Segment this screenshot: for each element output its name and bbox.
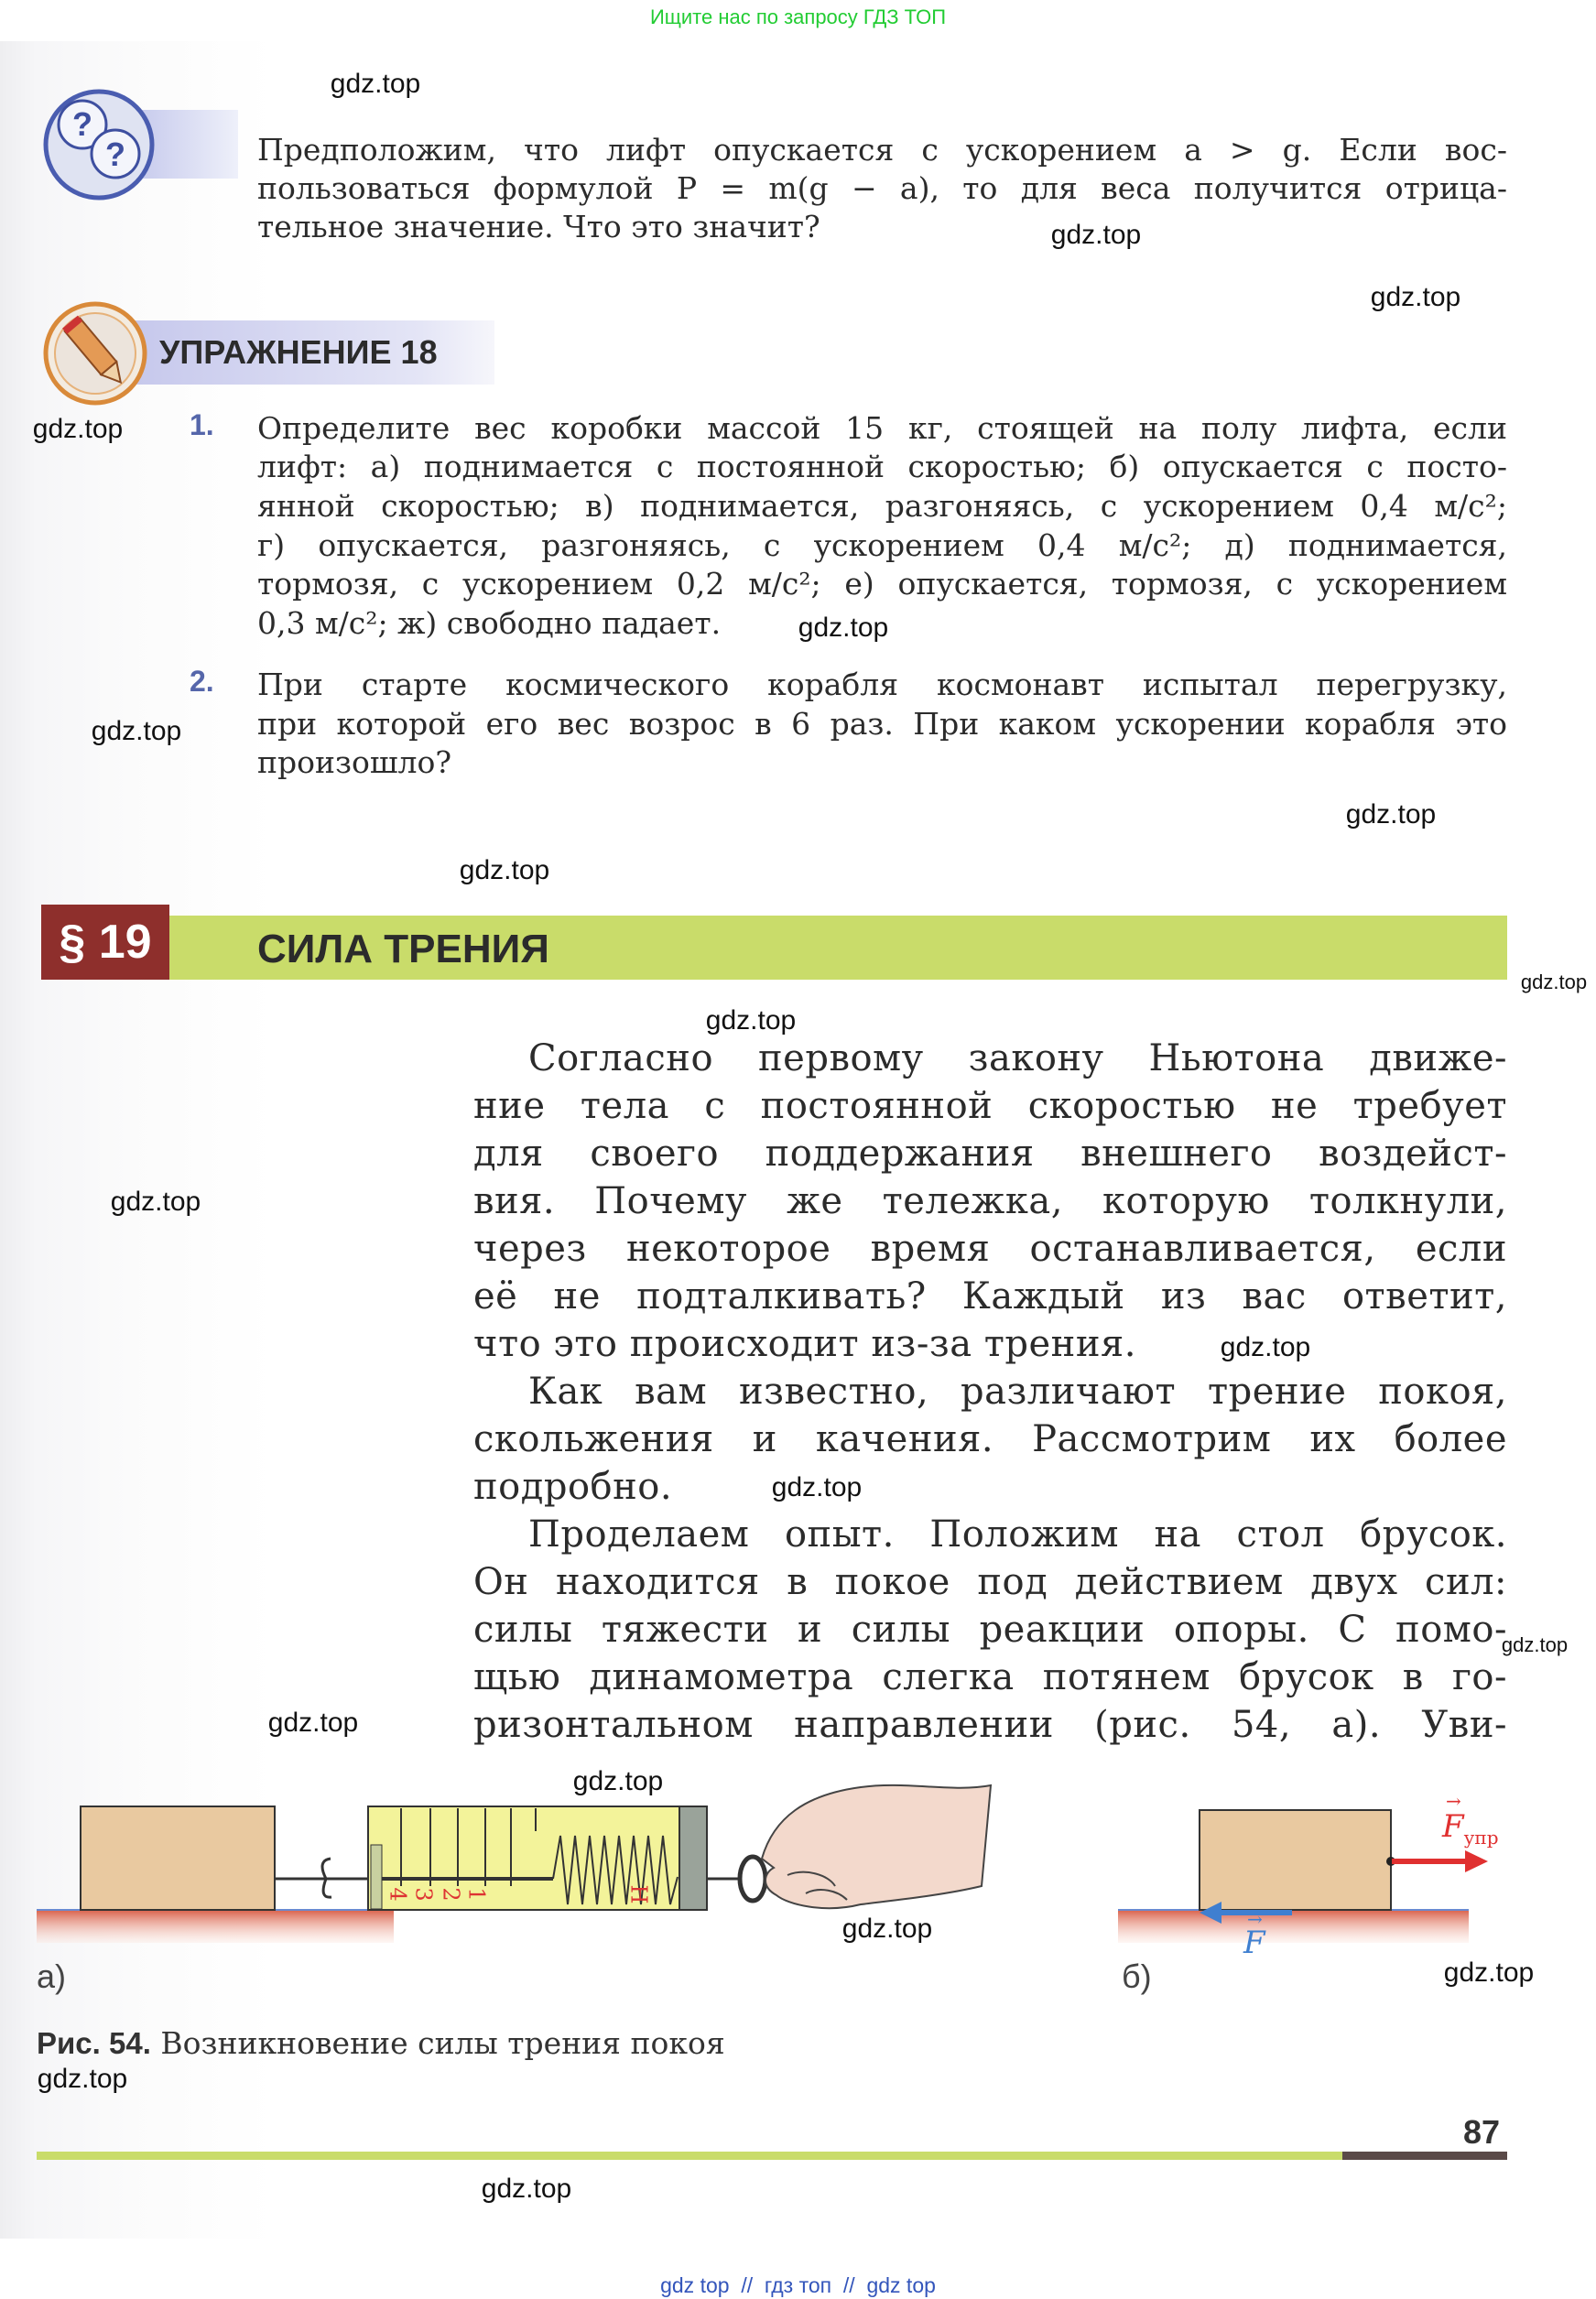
scale-unit: Н bbox=[625, 1884, 652, 1904]
scale-mark: 1 bbox=[463, 1887, 490, 1902]
force-symbol: F bbox=[1442, 1808, 1464, 1845]
figure-label-b: б) bbox=[1122, 1957, 1152, 1995]
page-number: 87 bbox=[1463, 2113, 1501, 2151]
body-text-line: вия. Почему же тележка, которую толкнули, bbox=[473, 1180, 1507, 1222]
scale-mark: 2 bbox=[438, 1887, 464, 1902]
scale-mark: 3 bbox=[410, 1887, 437, 1902]
body-text-line: скольжения и качения. Рассмотрим их более bbox=[473, 1418, 1507, 1460]
question-text-line: пользоваться формулой P = m(g − a), то для веса получится отрица- bbox=[257, 170, 1507, 206]
pencil-icon bbox=[42, 300, 148, 407]
body-text-line: для своего поддержания внешнего воздейст- bbox=[473, 1133, 1507, 1175]
exercise-text-line: произошло? bbox=[257, 744, 452, 780]
watermark: gdz.top bbox=[330, 69, 421, 99]
scale-mark: 4 bbox=[385, 1887, 411, 1902]
watermark: gdz.top bbox=[841, 1914, 933, 1944]
watermark: gdz.top bbox=[771, 1472, 863, 1502]
wood-block-b bbox=[1200, 1810, 1391, 1910]
force-symbol: F bbox=[1243, 1925, 1265, 1961]
friction-force-label: → F bbox=[1243, 1908, 1265, 1961]
figure-54 bbox=[0, 1767, 1596, 1968]
watermark: gdz.top bbox=[1220, 1332, 1311, 1362]
dynamometer-ring bbox=[740, 1857, 765, 1901]
body-text-line: щью динамометра слегка потянем брусок в го- bbox=[473, 1656, 1507, 1698]
watermark: gdz.top bbox=[1520, 971, 1588, 993]
section-title: СИЛА ТРЕНИЯ bbox=[257, 927, 549, 971]
force-subscript: упр bbox=[1463, 1826, 1499, 1849]
exercise-text-line: лифт: а) поднимается с постоянной скоростью; б) опускается с посто- bbox=[257, 449, 1507, 484]
body-text-line: Согласно первому закону Ньютона движе- bbox=[528, 1037, 1507, 1079]
hand bbox=[762, 1785, 991, 1908]
body-text-line: что это происходит из-за трения. bbox=[473, 1323, 1136, 1365]
svg-text:?: ? bbox=[105, 136, 125, 173]
section-number-box bbox=[41, 905, 169, 980]
body-text-line: силы тяжести и силы реакции опоры. С помо- bbox=[473, 1609, 1507, 1651]
body-text-line: её не подталкивать? Каждый из вас ответит, bbox=[473, 1275, 1507, 1318]
watermark: gdz.top bbox=[1345, 799, 1437, 830]
body-text-line: ризонтальном направлении (рис. 54, а). Уви- bbox=[473, 1704, 1507, 1746]
watermark: gdz.top bbox=[32, 414, 124, 444]
bottom-rule-end bbox=[1342, 2152, 1507, 2160]
dynamometer-scale bbox=[385, 1881, 682, 1909]
watermark: gdz.top bbox=[1501, 1633, 1569, 1656]
elastic-force-label: → $F_{упр}$ bbox=[1442, 1790, 1499, 1849]
watermark: gdz.top bbox=[267, 1708, 359, 1738]
svg-text:?: ? bbox=[72, 105, 92, 143]
body-text-line: Он находится в покое под действием двух сил: bbox=[473, 1561, 1507, 1603]
exercise-text-line: при которой его вес возрос в 6 раз. При каком ускорении корабля это bbox=[257, 706, 1507, 742]
exercise-text-line: Определите вес коробки массой 15 кг, стоящей на полу лифта, если bbox=[257, 410, 1507, 446]
floor-a bbox=[37, 1910, 394, 1943]
watermark: gdz.top bbox=[1050, 220, 1142, 250]
question-text-line: Предположим, что лифт опускается с ускорением a > g. Если вос- bbox=[257, 132, 1507, 168]
figure-caption bbox=[37, 2025, 725, 2061]
figure-label-a: а) bbox=[37, 1957, 67, 1995]
body-text-line: Проделаем опыт. Положим на стол брусок. bbox=[528, 1513, 1507, 1556]
watermark: gdz.top bbox=[572, 1766, 664, 1796]
question-text-line: тельное значение. Что это значит? bbox=[257, 209, 820, 244]
section-number: § 19 bbox=[59, 916, 152, 969]
body-text-line: Как вам известно, различают трение покоя, bbox=[528, 1371, 1507, 1413]
watermark: gdz.top bbox=[91, 716, 182, 746]
caption-text: Возникновение силы трения покоя bbox=[160, 2025, 725, 2061]
watermark: gdz.top bbox=[705, 1005, 797, 1036]
watermark: gdz.top bbox=[110, 1187, 201, 1217]
exercise-text-line: При старте космического корабля космонавт испытал перегрузку, bbox=[257, 667, 1507, 702]
body-text-line: через некоторое время останавливается, если bbox=[473, 1228, 1507, 1270]
watermark: gdz.top bbox=[37, 2064, 128, 2094]
watermark: gdz.top bbox=[798, 613, 889, 643]
search-banner: Ищите нас по запросу ГДЗ ТОП bbox=[649, 5, 947, 28]
wood-block-a bbox=[81, 1806, 275, 1910]
watermark: gdz.top bbox=[1370, 282, 1461, 312]
exercise-title: УПРАЖНЕНИЕ 18 bbox=[159, 333, 438, 371]
exercise-item-number: 1. bbox=[190, 408, 214, 441]
exercise-text-line: г) опускается, разгоняясь, с ускорением 0,4 м/с²; д) поднимается, bbox=[257, 527, 1507, 563]
footer-links[interactable]: gdz top // гдз топ // gdz top bbox=[660, 2273, 936, 2297]
exercise-text-line: 0,3 м/с²; ж) свободно падает. bbox=[257, 605, 722, 641]
exercise-item-number: 2. bbox=[190, 665, 214, 698]
floor-b bbox=[1118, 1910, 1469, 1943]
watermark: gdz.top bbox=[459, 855, 550, 885]
bottom-rule bbox=[37, 2152, 1342, 2160]
watermark: gdz.top bbox=[481, 2174, 572, 2204]
exercise-text-line: тормозя, с ускорением 0,2 м/с²; е) опускается, тормозя, с ускорением bbox=[257, 566, 1507, 602]
question-marks-icon bbox=[42, 86, 159, 203]
exercise-text-line: янной скоростью; в) поднимается, разгоняясь, с ускорением 0,4 м/с²; bbox=[257, 488, 1507, 524]
body-text-line: подробно. bbox=[473, 1466, 673, 1508]
watermark: gdz.top bbox=[1443, 1957, 1535, 1988]
body-text-line: ние тела с постоянной скоростью не требует bbox=[473, 1085, 1507, 1127]
caption-number: Рис. 54. bbox=[37, 2026, 151, 2060]
